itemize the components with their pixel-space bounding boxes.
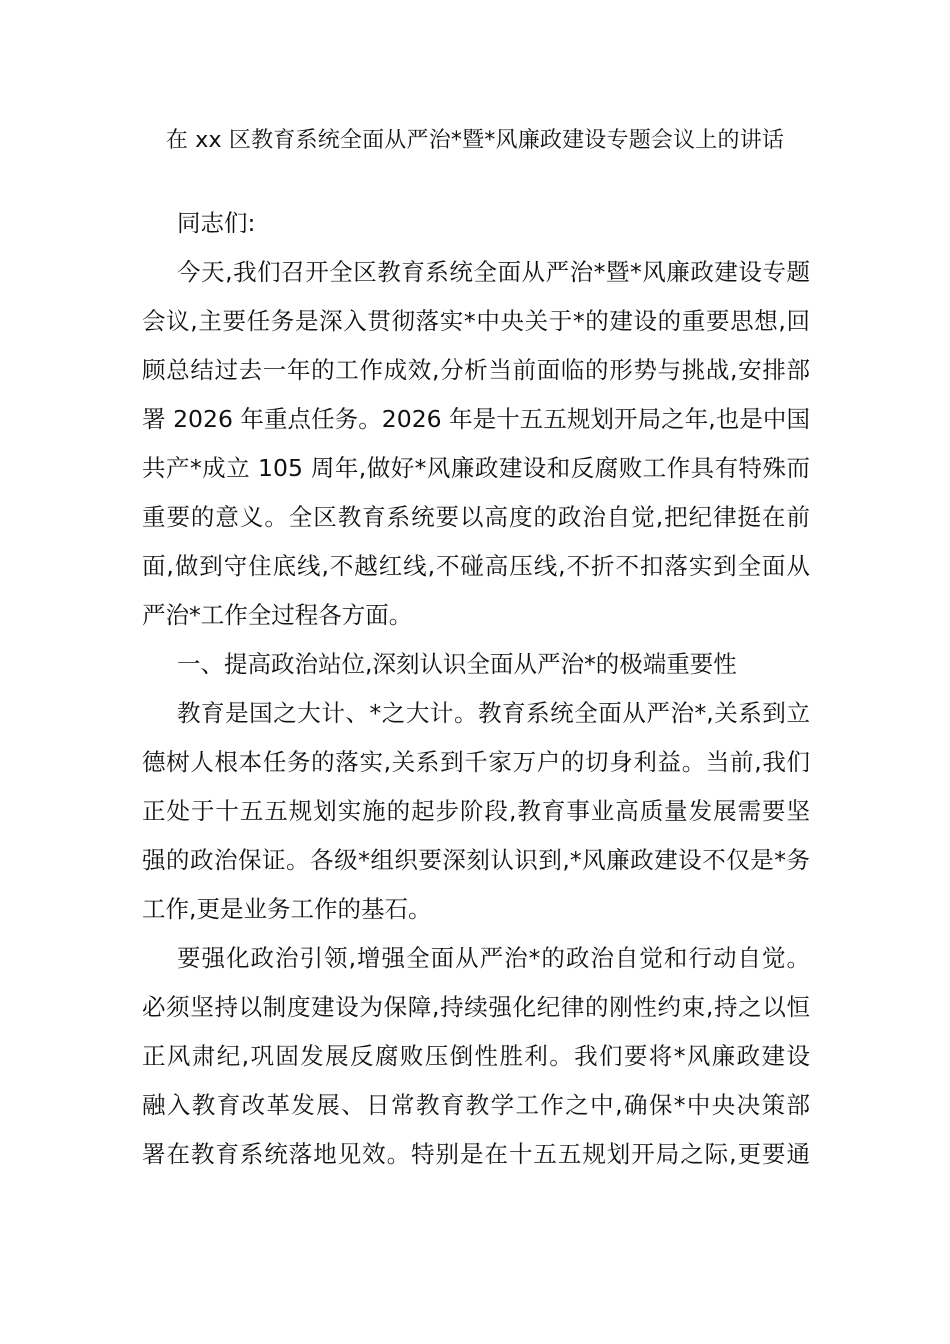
body-line: 严治*工作全过程各方面。 [142, 601, 413, 629]
body-line: 工作,更是业务工作的基石。 [142, 895, 432, 923]
section-heading: 一、提高政治站位,深刻认识全面从严治*的极端重要性 [177, 650, 737, 678]
body-line: 同志们: [177, 209, 256, 237]
document-body [142, 199, 810, 1179]
body-line: 重要的意义。全区教育系统要以高度的政治自觉,把纪律挺在前 [142, 503, 810, 531]
body-line: 要强化政治引领,增强全面从严治*的政治自觉和行动自觉。 [177, 944, 810, 972]
body-line: 融入教育改革发展、日常教育教学工作之中,确保*中央决策部 [142, 1091, 810, 1119]
body-line: 共产*成立 105 周年,做好*风廉政建设和反腐败工作具有特殊而 [142, 454, 810, 482]
body-line: 今天,我们召开全区教育系统全面从严治*暨*风廉政建设专题 [177, 258, 810, 286]
body-line: 必须坚持以制度建设为保障,持续强化纪律的刚性约束,持之以恒 [142, 993, 810, 1021]
body-line: 署在教育系统落地见效。特别是在十五五规划开局之际,更要通 [142, 1140, 810, 1168]
body-line: 正处于十五五规划实施的起步阶段,教育事业高质量发展需要坚 [142, 797, 810, 825]
body-line: 强的政治保证。各级*组织要深刻认识到,*风廉政建设不仅是*务 [142, 846, 810, 874]
body-line: 会议,主要任务是深入贯彻落实*中央关于*的建设的重要思想,回 [142, 307, 810, 335]
body-line: 德树人根本任务的落实,关系到千家万户的切身利益。当前,我们 [142, 748, 810, 776]
body-line: 署 2026 年重点任务。2026 年是十五五规划开局之年,也是中国 [142, 405, 810, 433]
body-line: 面,做到守住底线,不越红线,不碰高压线,不折不扣落实到全面从 [142, 552, 810, 580]
body-line: 顾总结过去一年的工作成效,分析当前面临的形势与挑战,安排部 [142, 356, 810, 384]
document-title: 在 xx 区教育系统全面从严治*暨*风廉政建设专题会议上的讲话 [165, 128, 785, 153]
body-line: 教育是国之大计、*之大计。教育系统全面从严治*,关系到立 [177, 699, 810, 727]
body-line: 正风肃纪,巩固发展反腐败压倒性胜利。我们要将*风廉政建设 [142, 1042, 810, 1070]
